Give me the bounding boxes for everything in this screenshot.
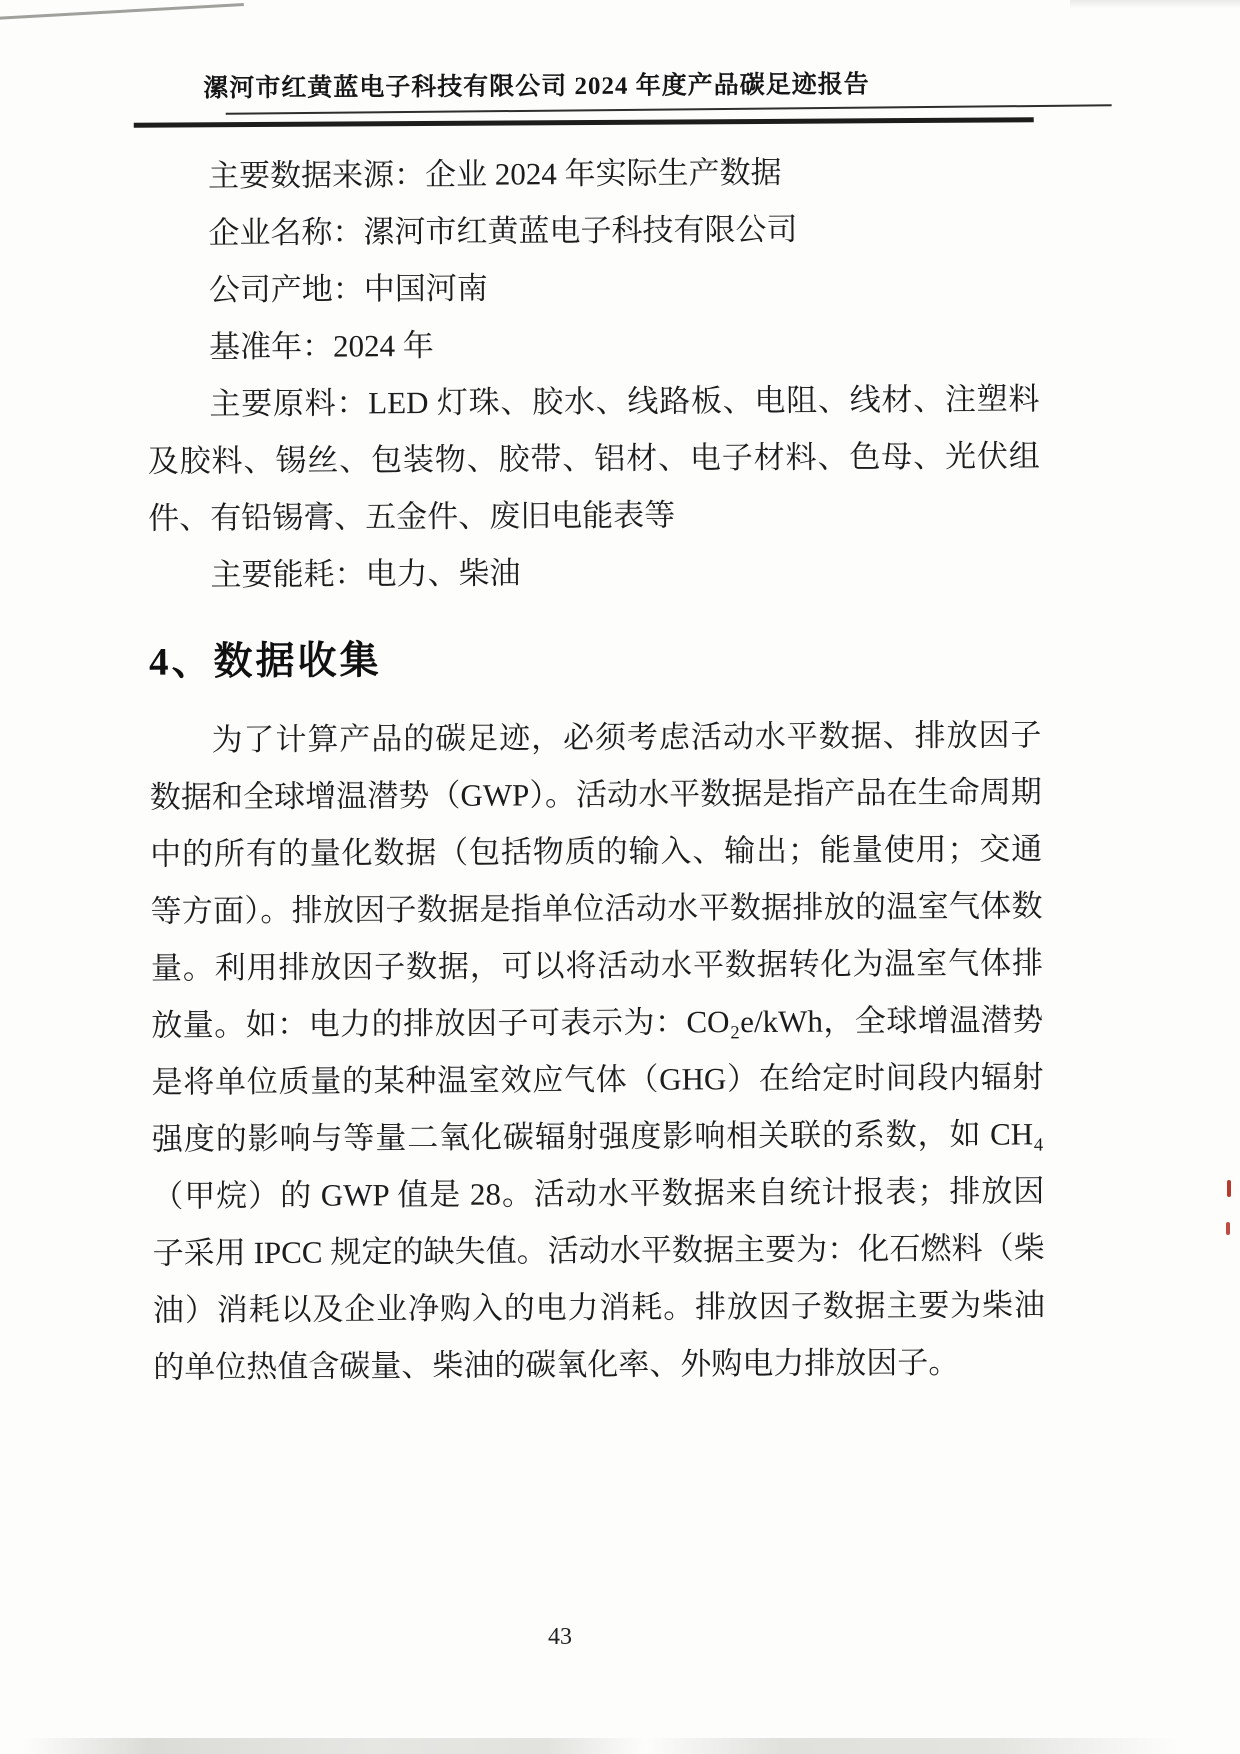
header-rule-thick bbox=[134, 117, 1034, 127]
header-rule-thin bbox=[226, 104, 1112, 115]
scan-artifact-red-mark bbox=[1227, 1180, 1231, 1197]
info-line-data-source: 主要数据来源：企业 2024 年实际生产数据 bbox=[207, 154, 782, 194]
page-content bbox=[145, 0, 1045, 1396]
section-paragraph-data-collection: 为了计算产品的碳足迹，必须考虑活动水平数据、排放因子数据和全球增温潜势（GWP）。活动水平数据是指产品在生命周期中的所有的量化数据（包括物质的输入、输出；能量使用；交通等方面）。排放因子数据是指单位活动水平数据排放的温室气体数量。利用排放因子数据，可以将活动水平数据转化为温室气体排放量。如：电力的排放因子可表示为：CO₂e/kWh，全球增温潜势是将单位质量的某种温室效应气体（GHG）在给定时间段内辐射强度的影响与等量二氧化碳辐射强度影响相关联的系数，如 CH₄（甲烷）的 GWP 值是 28。活动水平数据来自统计报表；排放因子采用 IPCC 规定的缺失值。活动水平数据主要为：化石燃料（柴油）消耗以及企业净购入的电力消耗。排放因子数据主要为柴油的单位热值含碳量、柴油的碳氧化率、外购电力排放因子。 bbox=[149, 717, 1046, 1385]
scan-artifact-red-mark bbox=[1226, 1222, 1230, 1235]
report-title: 漯河市红黄蓝电子科技有限公司 2024 年度产品碳足迹报告 bbox=[203, 71, 870, 103]
info-line-main-materials: 主要原料：LED 灯珠、胶水、线路板、电阻、线材、注塑料及胶料、锡丝、包装物、胶带、铝材、电子材料、色母、光伏组件、有铅锡膏、五金件、废旧电能表等 bbox=[147, 381, 1040, 536]
info-line-company-location: 公司产地：中国河南 bbox=[208, 270, 488, 308]
document-body bbox=[146, 142, 1046, 1395]
scan-artifact-bottom-band bbox=[0, 1738, 1240, 1754]
page-number: 43 bbox=[548, 1624, 572, 1650]
info-line-base-year: 基准年：2024 年 bbox=[209, 327, 434, 365]
document-header bbox=[145, 0, 1038, 128]
info-line-company-name: 企业名称：漯河市红黄蓝电子科技有限公司 bbox=[208, 211, 798, 251]
info-line-main-energy: 主要能耗：电力、柴油 bbox=[210, 555, 521, 593]
scan-artifact-top-smudge bbox=[1070, 0, 1240, 9]
section-heading-data-collection: 4、数据收集 bbox=[148, 639, 382, 684]
